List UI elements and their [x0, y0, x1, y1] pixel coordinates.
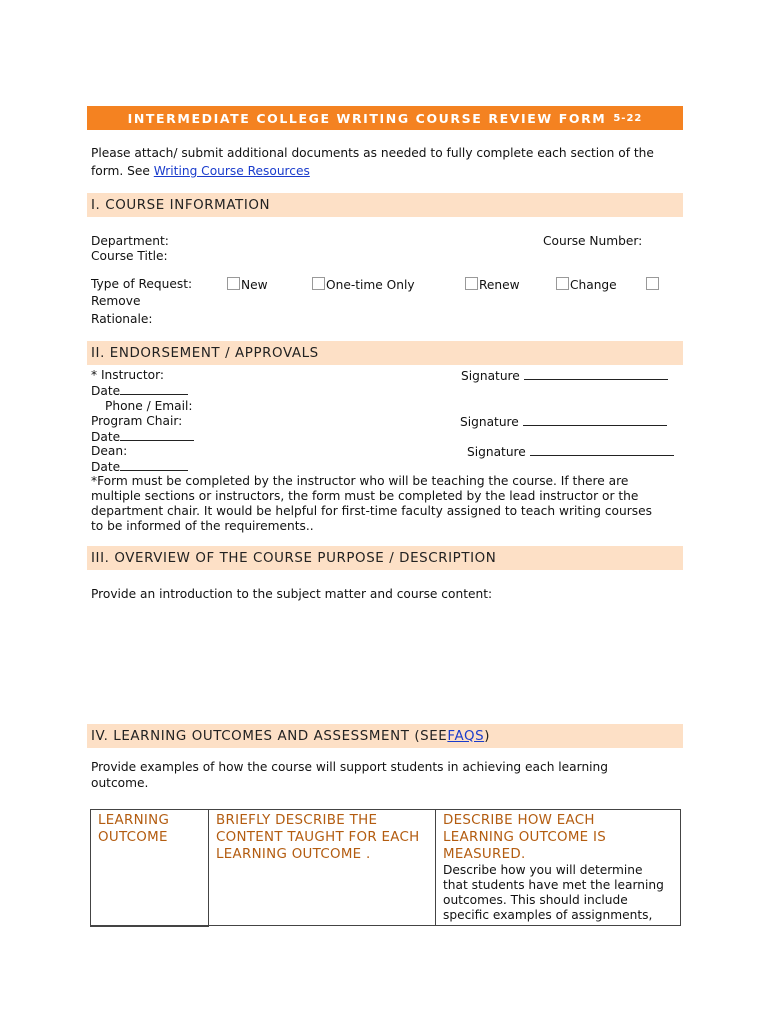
dean-signature[interactable]: [467, 444, 674, 460]
checkbox-renew[interactable]: [465, 277, 478, 290]
col3-header-line1: DESCRIBE HOW EACH: [443, 813, 595, 828]
date-label: Date: [91, 460, 121, 474]
checkbox-remove[interactable]: [646, 277, 659, 290]
date-label: Date: [91, 430, 121, 444]
col3-body-line4: specific examples of assignments,: [443, 908, 653, 922]
endorsement-note-line3: department chair. It would be helpful for first-time faculty assigned to teach writing courses: [91, 504, 652, 518]
instructor-signature[interactable]: [461, 368, 668, 384]
option-remove-label: Remove: [91, 294, 141, 308]
request-type-label: Type of Request:: [91, 277, 193, 291]
option-change[interactable]: [556, 277, 617, 293]
option-new-label: New: [241, 278, 268, 292]
rationale-label: Rationale:: [91, 312, 153, 326]
col3-body-line2: that students have met the learning: [443, 878, 664, 892]
checkbox-remove-wrap[interactable]: [646, 277, 660, 293]
option-renew[interactable]: [465, 277, 520, 293]
signature-line[interactable]: [530, 444, 674, 456]
date-line[interactable]: [120, 429, 194, 441]
checkbox-new[interactable]: [227, 277, 240, 290]
form-title-bar: [87, 106, 683, 130]
col2-header-line2: CONTENT TAUGHT FOR EACH: [216, 830, 420, 845]
course-number-label: Course Number:: [543, 234, 643, 248]
phone-email-label: Phone / Email:: [105, 399, 193, 413]
section-heading: II. ENDORSEMENT / APPROVALS: [91, 345, 319, 361]
form-title: INTERMEDIATE COLLEGE WRITING COURSE REVIEW FORM: [127, 110, 607, 126]
option-one-time-only-label: One-time Only: [326, 278, 415, 292]
option-change-label: Change: [570, 278, 617, 292]
intro-text-prefix: form. See: [91, 164, 154, 178]
col3-header-line2: LEARNING OUTCOME IS: [443, 830, 607, 845]
endorsement-note-line1: *Form must be completed by the instructor who will be teaching the course. If there are: [91, 474, 629, 488]
faqs-link[interactable]: FAQS: [447, 728, 485, 744]
content-taught-header-cell[interactable]: [209, 810, 436, 926]
col3-body-line3: outcomes. This should include: [443, 893, 628, 907]
writing-course-resources-link[interactable]: Writing Course Resources: [153, 164, 310, 178]
date-line[interactable]: [120, 459, 188, 471]
intro-text-line1: Please attach/ submit additional documents as needed to fully complete each section of the: [91, 146, 654, 160]
section-heading-suffix: ): [484, 728, 491, 744]
col3-body-line1: Describe how you will determine: [443, 863, 643, 877]
course-title-label: Course Title:: [91, 249, 168, 263]
col1-header-line2: OUTCOME: [98, 830, 168, 845]
form-version: 5-22: [613, 112, 643, 124]
option-renew-label: Renew: [479, 278, 520, 292]
intro-text-line2: [91, 164, 310, 179]
instructor-label: * Instructor:: [91, 368, 164, 382]
learning-outcomes-table: [90, 809, 681, 927]
col2-header-line3: LEARNING OUTCOME .: [216, 847, 371, 862]
measurement-header-cell[interactable]: [436, 810, 681, 926]
col3-header-line3: MEASURED.: [443, 847, 526, 862]
endorsement-note-line4: to be informed of the requirements..: [91, 519, 314, 533]
endorsement-note-line2: multiple sections or instructors, the form must be completed by the lead instructor or the: [91, 489, 639, 503]
program-chair-date[interactable]: [91, 429, 194, 445]
section-heading-prefix: IV. LEARNING OUTCOMES AND ASSESSMENT (SEE: [91, 728, 448, 744]
date-line[interactable]: [120, 383, 188, 395]
signature-line[interactable]: [523, 414, 667, 426]
col2-header-line1: BRIEFLY DESCRIBE THE: [216, 813, 378, 828]
learning-outcomes-prompt-line2: outcome.: [91, 776, 149, 790]
signature-line[interactable]: [524, 368, 668, 380]
signature-label: Signature: [461, 369, 520, 383]
instructor-date[interactable]: [91, 383, 188, 399]
section-endorsement-header: [87, 341, 683, 365]
section-overview-header: [87, 546, 683, 570]
checkbox-one-time-only[interactable]: [312, 277, 325, 290]
col1-header-line1: LEARNING: [98, 813, 170, 828]
dean-date[interactable]: [91, 459, 188, 475]
option-one-time-only[interactable]: [312, 277, 415, 293]
learning-outcome-header-cell[interactable]: [91, 810, 209, 926]
signature-label: Signature: [460, 415, 519, 429]
program-chair-label: Program Chair:: [91, 414, 183, 428]
program-chair-signature[interactable]: [460, 414, 667, 430]
section-learning-outcomes-header: [87, 724, 683, 748]
overview-prompt: Provide an introduction to the subject matter and course content:: [91, 587, 493, 601]
option-new[interactable]: [227, 277, 268, 293]
department-label: Department:: [91, 234, 169, 248]
dean-label: Dean:: [91, 444, 128, 458]
checkbox-change[interactable]: [556, 277, 569, 290]
section-heading: III. OVERVIEW OF THE COURSE PURPOSE / DESCRIPTION: [91, 550, 497, 566]
section-heading: I. COURSE INFORMATION: [91, 197, 271, 213]
learning-outcomes-prompt-line1: Provide examples of how the course will support students in achieving each learning: [91, 760, 609, 774]
signature-label: Signature: [467, 445, 526, 459]
date-label: Date: [91, 384, 121, 398]
section-course-information-header: [87, 193, 683, 217]
